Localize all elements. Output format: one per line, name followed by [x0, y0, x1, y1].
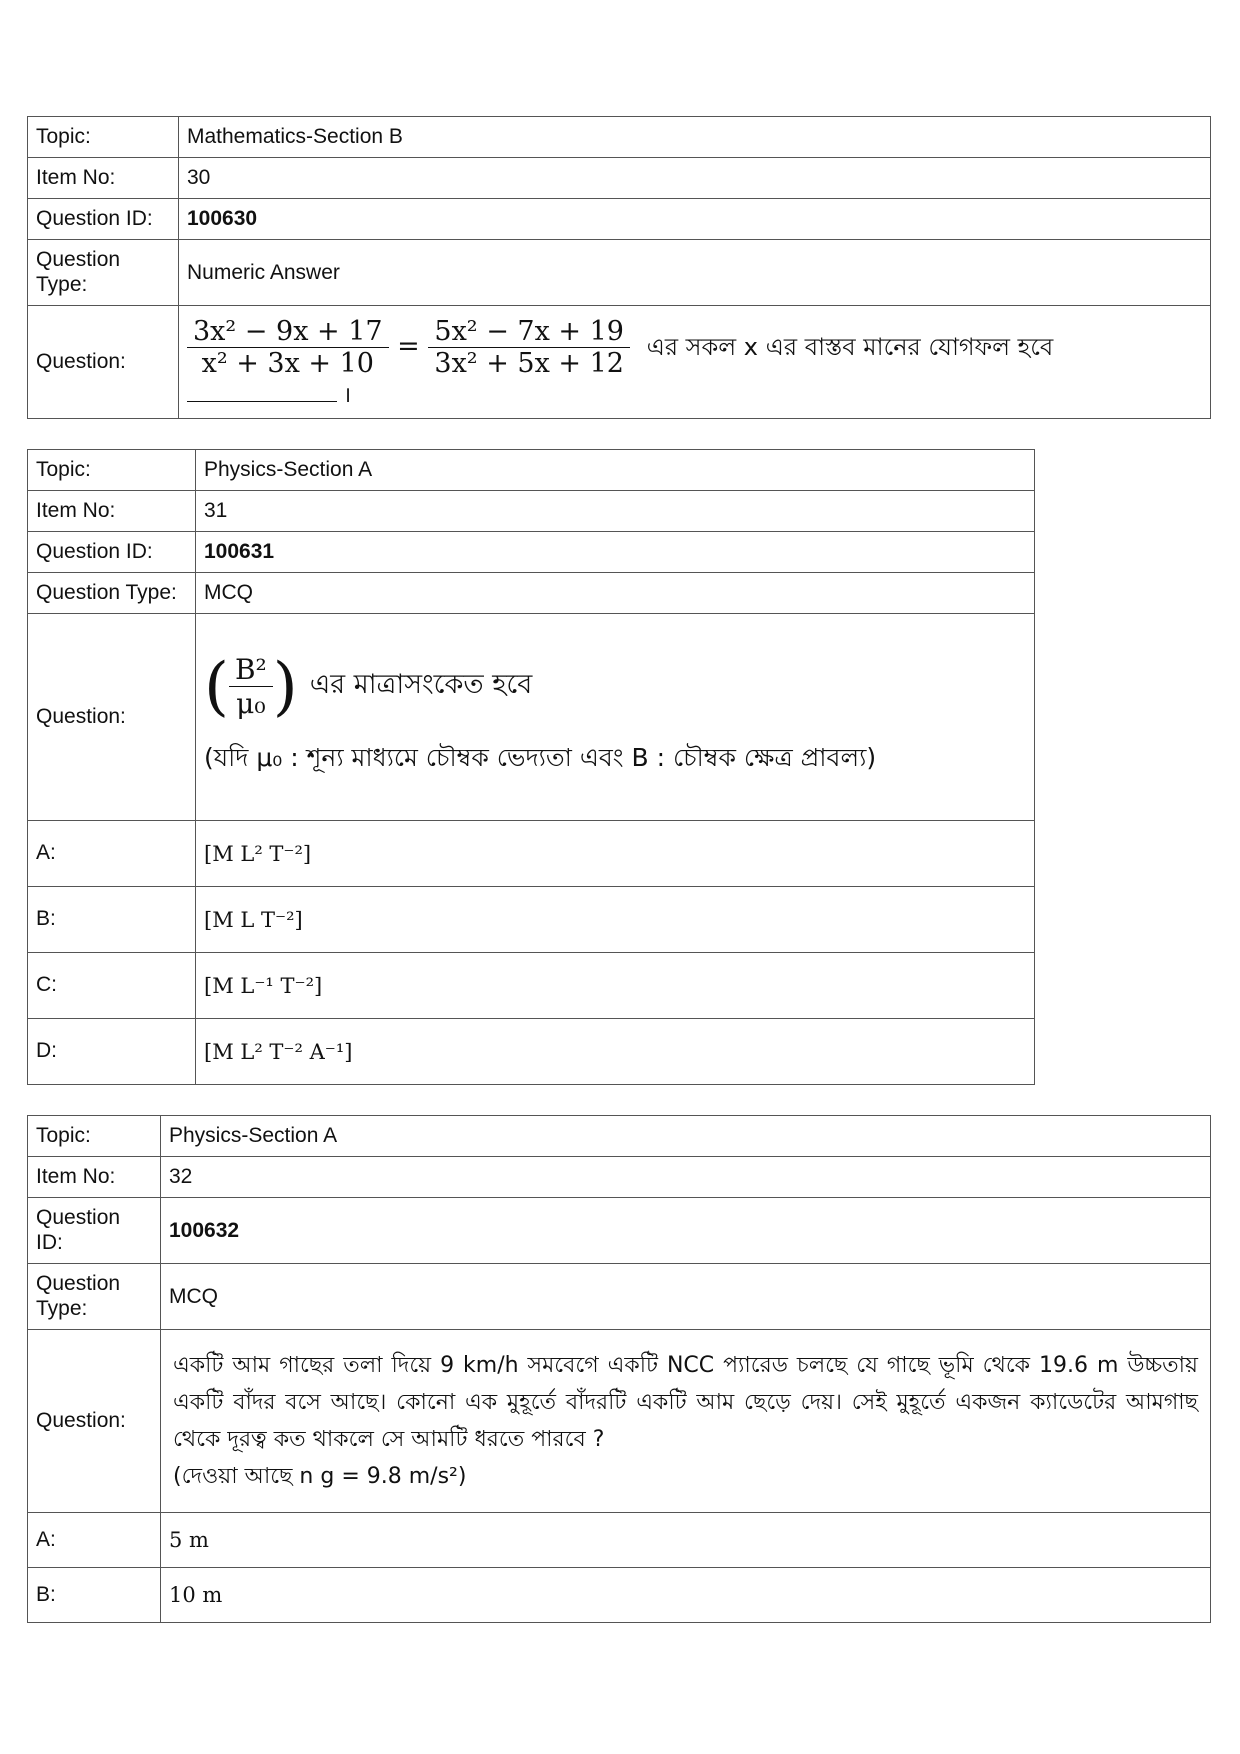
question-content: $\frac{\text{3x² − 9x + 17}}{\text{x² + 3x + 10}}$ = $\frac{\text{5x² − 7x + 19}}{\text{3x² + 5x + 12}}$ এর সকল x এর বাস্তব মানের যোগফল হবে ।: [179, 306, 1211, 419]
equals-sign: =: [397, 330, 420, 362]
topic-label: Topic:: [28, 1116, 161, 1157]
question-label: Question:: [28, 306, 179, 419]
option-b-value: [M L T⁻²]: [196, 887, 1035, 953]
question-text: এর মাত্রাসংকেত হবে: [309, 669, 533, 700]
topic-value: Mathematics-Section B: [179, 117, 1211, 158]
question-content: ( $\frac{\text{B²}}{\text{μ₀}}$ ) এর মাত্রাসংকেত হবে (যদি μ₀ : শূন্য মাধ্যমে চৌম্বক ভেদ্যতা এবং B : চৌম্বক ক্ষেত্র প্রাবল্য): [196, 614, 1035, 821]
question-content: [161, 1330, 1211, 1513]
question-type-label: Question Type:: [28, 240, 179, 306]
option-c-label: C:: [28, 953, 196, 1019]
option-b-value: 10 m: [161, 1568, 1211, 1623]
item-no-label: Item No:: [28, 491, 196, 532]
b-squared-over-mu0: $\frac{\text{B²}}{\text{μ₀}}$: [229, 653, 273, 720]
item-no-label: Item No:: [28, 158, 179, 199]
option-a-label: A:: [28, 1513, 161, 1568]
question-id-value: 100632: [161, 1198, 1211, 1264]
option-d-value: [M L² T⁻² A⁻¹]: [196, 1019, 1035, 1085]
question-30-table: [27, 116, 1211, 419]
option-d-label: D:: [28, 1019, 196, 1085]
option-a-value: 5 m: [161, 1513, 1211, 1568]
option-c-value: [M L⁻¹ T⁻²]: [196, 953, 1035, 1019]
question-id-value: 100630: [179, 199, 1211, 240]
question-label: Question:: [28, 614, 196, 821]
rhs-fraction: $\frac{\text{5x² − 7x + 19}}{\text{3x² + 5x + 12}}$: [428, 316, 630, 379]
item-no-value: 32: [161, 1157, 1211, 1198]
question-id-value: 100631: [196, 532, 1035, 573]
question-type-label: Question Type:: [28, 1264, 161, 1330]
answer-blank: [187, 379, 337, 402]
item-no-value: 30: [179, 158, 1211, 199]
question-31-table: [27, 449, 1035, 1085]
option-b-label: B:: [28, 887, 196, 953]
item-no-label: Item No:: [28, 1157, 161, 1198]
option-a-value: [M L² T⁻²]: [196, 821, 1035, 887]
question-32-table: [27, 1115, 1211, 1623]
question-id-label: Question ID:: [28, 199, 179, 240]
topic-value: Physics-Section A: [196, 450, 1035, 491]
question-id-label: Question ID:: [28, 1198, 161, 1264]
option-b-label: B:: [28, 1568, 161, 1623]
topic-label: Topic:: [28, 450, 196, 491]
question-type-value: Numeric Answer: [179, 240, 1211, 306]
question-label: Question:: [28, 1330, 161, 1513]
topic-value: Physics-Section A: [161, 1116, 1211, 1157]
question-type-value: MCQ: [196, 573, 1035, 614]
question-text: একটি আম গাছের তলা দিয়ে 9 km/h সমবেগে একটি NCC প্যারেড চলছে যে গাছে ভূমি থেকে 19.6 m উচ্চতায় একটি বাঁদর বসে আছে। কোনো এক মুহূর্তে বাঁদরটি একটি আম ছেড়ে দেয়। সেই মুহূর্তে একজন ক্যাডেটের আমগাছ থেকে দূরত্ব কত থাকলে সে আমটি ধরতে পারবে ?: [173, 1353, 1198, 1452]
question-id-label: Question ID:: [28, 532, 196, 573]
option-a-label: A:: [28, 821, 196, 887]
topic-label: Topic:: [28, 117, 179, 158]
item-no-value: 31: [196, 491, 1035, 532]
question-type-value: MCQ: [161, 1264, 1211, 1330]
question-note: (যদি μ₀ : শূন্য মাধ্যমে চৌম্বক ভেদ্যতা এবং B : চৌম্বক ক্ষেত্র প্রাবল্য): [204, 743, 877, 772]
question-type-label: Question Type:: [28, 573, 196, 614]
lhs-fraction: $\frac{\text{3x² − 9x + 17}}{\text{x² + 3x + 10}}$: [187, 316, 389, 379]
question-text: এর সকল x এর বাস্তব মানের যোগফল হবে: [646, 332, 1054, 361]
question-given: (দেওয়া আছে n g = 9.8 m/s²): [173, 1464, 467, 1489]
